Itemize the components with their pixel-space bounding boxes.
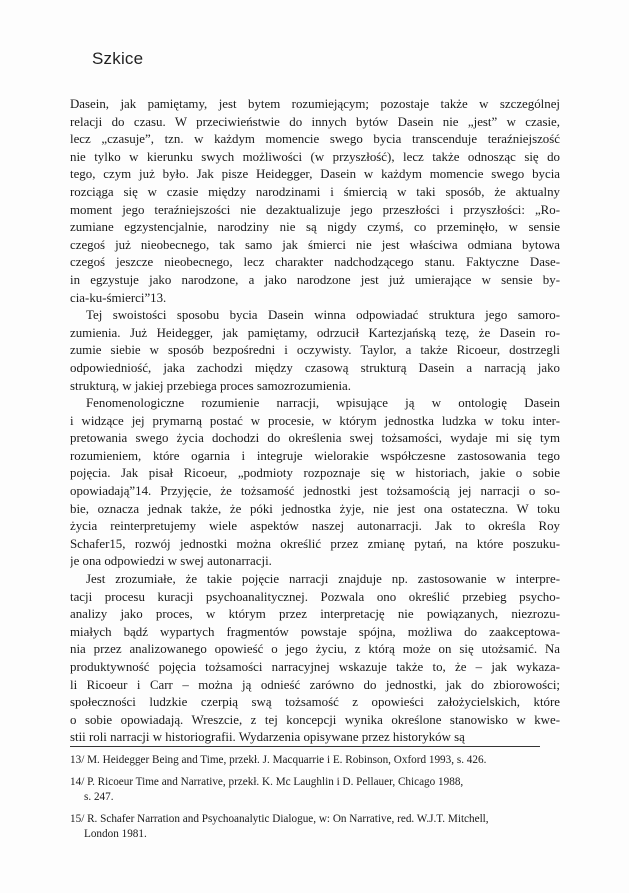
text-line: opowiadają”14. Przyjęcie, że tożsamość jednostki jest tożsamością jej narracji o so-: [70, 484, 560, 499]
footnote: [70, 775, 550, 806]
text-line: Jest zrozumiałe, że takie pojęcie narracji znajduje np. zastosowanie w interpre-: [86, 572, 560, 587]
paragraph: [70, 395, 560, 571]
text-line: czegoś jeszcze nieobecnego, lecz charakter nadchodzącego stanu. Faktyczne Dase-: [70, 255, 560, 270]
text-line: zumie siebie w sposób bezpośredni i oczywisty. Taylor, a także Ricoeur, dostrzegli: [70, 343, 560, 358]
footnotes: [70, 753, 550, 849]
paragraph: [70, 307, 560, 395]
footnote-line: 13/ M. Heidegger Being and Time, przekł. J. Macquarrie i E. Robinson, Oxford 1993, s. 426.: [70, 754, 487, 766]
footnote-line: 15/ R. Schafer Narration and Psychoanalytic Dialogue, w: On Narrative, red. W.J.T. Mitchell,: [70, 812, 489, 825]
text-line: zumiane egzystencjalnie, narodziny nie są nigdy czymś, co przeminęło, w sensie: [70, 220, 560, 235]
text-line: pojęcia. Jak pisał Ricoeur, „podmioty rozpoznaje się w historiach, jakie o sobie: [70, 466, 560, 481]
text-line: czegoś już nieobecnego, tak samo jak śmierci nie jest właściwa odmiana bytowa: [70, 237, 560, 252]
text-line: społeczności ludzkie czerpią swą tożsamość z opowieści założycielskich, które: [70, 695, 560, 710]
text-line: in egzystuje jako narodzone, a jako narodzone jest już umierające w sensie by-: [70, 272, 560, 287]
text-line: analizy jako proces, w którym przez interpretację nie powiązanych, niezrozu-: [70, 607, 560, 622]
footnote-line: London 1981.: [84, 828, 147, 840]
text-line: miałych bądź wypartych fragmentów powstaje spójna, możliwa do zaakceptowa-: [70, 624, 560, 639]
text-line: Fenomenologiczne rozumienie narracji, wpisujące ją w ontologię Dasein: [86, 396, 560, 411]
text-line: rozciąga się w czasie między narodzinami i śmiercią w taki sposób, że aktualny: [70, 184, 560, 199]
text-line: nie tylko w kierunku swych możliwości (w przyszłość), lecz także odnosząc się do: [70, 149, 560, 164]
footnote-line: 14/ P. Ricoeur Time and Narrative, przekł. K. Mc Laughlin i D. Pellauer, Chicago 1988,: [70, 775, 464, 788]
text-line: produktywność pojęcia tożsamości narracyjnej wskazuje także to, że – jak wykaza-: [70, 660, 560, 674]
running-header: Szkice: [92, 49, 144, 68]
body-text: [70, 96, 560, 747]
paragraph: [70, 96, 560, 307]
text-line: je ona odpowiedzi w swej autonarracji.: [70, 554, 272, 569]
text-line: odpowiedniość, jaka zachodzi między czasową strukturą Dasein a narracją jako: [70, 360, 560, 375]
text-line: Dasein, jak pamiętamy, jest bytem rozumiejącym; pozostaje także w szczególnej: [70, 97, 560, 111]
text-line: rozumieniem, które ogarnia i integruje wielorakie współczesne zastosowania tego: [70, 448, 560, 463]
text-line: bie, oznacza jednak także, że póki jednostka żyje, nie jest ona ostateczna. W toku: [70, 501, 560, 516]
text-line: o sobie opowiadają. Wreszcie, z tej koncepcji wynika określone stanowisko w kwe-: [70, 712, 560, 727]
text-line: Tej swoistości sposobu bycia Dasein winna odpowiadać struktura jego samoro-: [86, 308, 560, 323]
text-line: pretowania swego życia dochodzi do określenia swej tożsamości, wydaje mi się tym: [70, 431, 560, 446]
footnote: [70, 753, 550, 769]
text-line: moment jego teraźniejszości nie dezaktualizuje jego przeszłości i przyszłości: „Ro-: [70, 202, 560, 217]
text-line: cia-ku-śmierci”13.: [70, 290, 167, 305]
footnote: [70, 812, 550, 843]
text-line: nia przez analizowanego opowieść o jego życiu, z którą może on się utożsamić. Na: [70, 642, 560, 657]
text-line: strukturą, w jakiej przebiega proces samozrozumienia.: [70, 378, 351, 393]
paragraph: [70, 571, 560, 747]
text-line: stii roli narracji w historiografii. Wydarzenia opisywane przez historyków są: [70, 730, 465, 745]
text-line: tego, czym już było. Jak pisze Heidegger, Dasein w każdym momencie swego bycia: [70, 167, 560, 182]
text-line: li Ricoeur i Carr – można ją odnieść zarówno do jednostki, jak do zbiorowości;: [70, 677, 560, 692]
text-line: życia reinterpretujemy wiele aspektów naszej autonarracji. Jak to określa Roy: [70, 519, 560, 534]
text-line: i widzące jej prymarną postać w procesie, w którym jednostka ludzka w toku inter-: [70, 413, 560, 428]
footnote-line: s. 247.: [84, 791, 114, 803]
text-line: Schafer15, rozwój jednostki można określić przez zmianę pytań, na które poszuku-: [70, 536, 560, 551]
text-line: zumienia. Już Heidegger, jak pamiętamy, odrzucił Kartezjańską tezę, że Dasein ro-: [70, 325, 560, 340]
text-line: tacji procesu kuracji psychoanalitycznej. Pozwala ono określić przebieg psycho-: [70, 589, 560, 604]
text-line: relacji do czasu. W przeciwieństwie do innych bytów Dasein nie „jest” w czasie,: [70, 114, 560, 129]
text-line: lecz „czasuje”, tzn. w każdym momencie swego bycia transcenduje teraźniejszość: [70, 132, 560, 147]
footnote-divider: [70, 746, 540, 747]
